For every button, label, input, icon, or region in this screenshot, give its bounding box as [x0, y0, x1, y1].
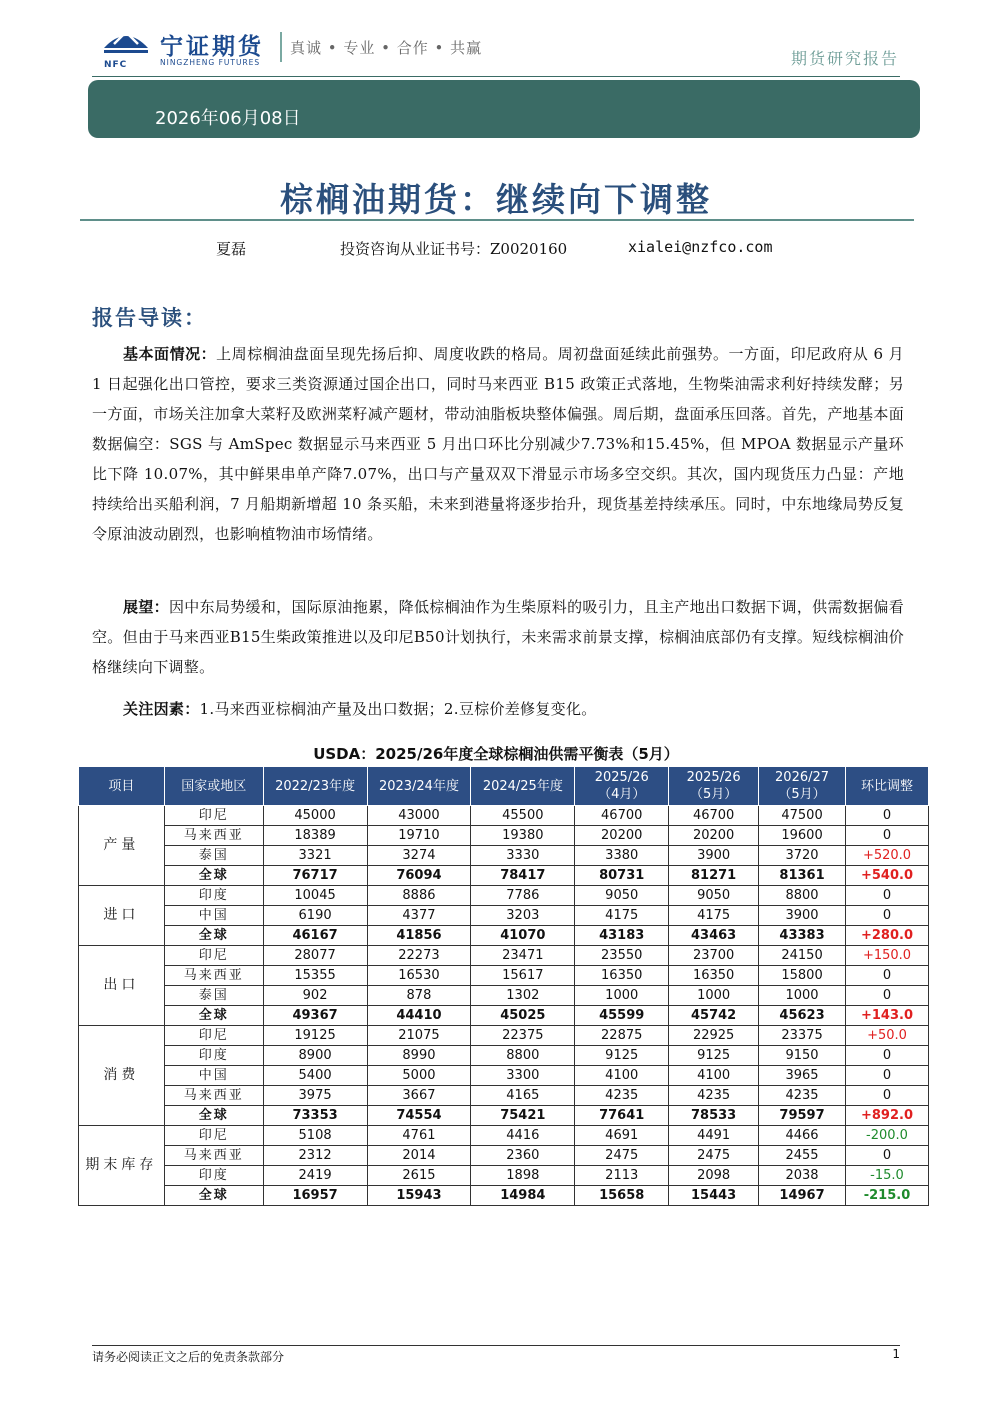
table-value-cell: 46700 — [669, 806, 759, 826]
table-region-cell: 全球 — [164, 1006, 263, 1026]
table-value-cell: 3900 — [759, 906, 846, 926]
table-region-cell: 印尼 — [164, 1126, 263, 1146]
table-change-cell: 0 — [846, 1086, 929, 1106]
table-value-cell: 3900 — [669, 846, 759, 866]
table-region-cell: 泰国 — [164, 986, 263, 1006]
table-value-cell: 15943 — [367, 1186, 471, 1206]
table-region-cell: 印尼 — [164, 1026, 263, 1046]
table-group-label: 消费 — [79, 1026, 165, 1126]
table-value-cell: 4235 — [575, 1086, 669, 1106]
table-value-cell: 1302 — [471, 986, 575, 1006]
table-value-cell: 15658 — [575, 1186, 669, 1206]
table-row — [79, 906, 929, 926]
table-value-cell: 2014 — [367, 1146, 471, 1166]
table-value-cell: 1898 — [471, 1166, 575, 1186]
table-value-cell: 45623 — [759, 1006, 846, 1026]
table-value-cell: 3300 — [471, 1066, 575, 1086]
table-value-cell: 4235 — [669, 1086, 759, 1106]
table-value-cell: 9125 — [669, 1046, 759, 1066]
table-value-cell: 3667 — [367, 1086, 471, 1106]
table-value-cell: 2455 — [759, 1146, 846, 1166]
table-value-cell: 45025 — [471, 1006, 575, 1026]
table-value-cell: 3380 — [575, 846, 669, 866]
table-total-row — [79, 1006, 929, 1026]
table-value-cell: 49367 — [263, 1006, 367, 1026]
page-number: 1 — [892, 1347, 900, 1361]
table-value-cell: 2038 — [759, 1166, 846, 1186]
table-region-cell: 印度 — [164, 1166, 263, 1186]
table-value-cell: 43463 — [669, 926, 759, 946]
footer-rule — [92, 1345, 900, 1346]
table-value-cell: 23550 — [575, 946, 669, 966]
fundamentals-text: 上周棕榈油盘面呈现先扬后抑、周度收跌的格局。周初盘面延续此前强势。一方面，印尼政府从 6 月 1 日起强化出口管控，要求三类资源通过国企出口，同时马来西亚 B15 政策正式落地，生物柴油需求利好持续发酵；另一方面，市场关注加拿大菜籽及欧洲菜籽减产题材，带动油脂板块整体偏强。周后期，盘面承压回落。首先，产地基本面数据偏空：SGS 与 AmSpec 数据显示马来西亚 5 月出口环比分别减少7.73%和15.45%，但 MPOA 数据显示产量环比下降 10.07%，其中鲜果串单产降7.07%，出口与产量双双下滑显示市场多空交织。其次，国内现货压力凸显：产地持续给出买船利润，7 月船期新增超 10 条买船，未来到港量将逐步抬升，现货基差持续承压。同时，中东地缘局势反复令原油波动剧烈，也影响植物油市场情绪。 — [92, 345, 904, 543]
table-value-cell: 46700 — [575, 806, 669, 826]
table-region-cell: 全球 — [164, 926, 263, 946]
header-divider — [280, 32, 282, 62]
table-group-label: 进口 — [79, 886, 165, 946]
page-title: 棕榈油期货：继续向下调整 — [280, 180, 712, 219]
table-row — [79, 1026, 929, 1046]
table-value-cell: 45500 — [471, 806, 575, 826]
table-value-cell: 43383 — [759, 926, 846, 946]
table-value-cell: 45742 — [669, 1006, 759, 1026]
table-change-cell: 0 — [846, 806, 929, 826]
table-value-cell: 46167 — [263, 926, 367, 946]
table-header-cell: 2022/23年度 — [263, 767, 367, 806]
table-change-cell: -200.0 — [846, 1126, 929, 1146]
table-value-cell: 4175 — [575, 906, 669, 926]
supply-demand-table — [78, 766, 929, 1206]
table-header-cell: 国家或地区 — [164, 767, 263, 806]
table-value-cell: 24150 — [759, 946, 846, 966]
table-change-cell: +540.0 — [846, 866, 929, 886]
outlook-label: 展望： — [123, 598, 169, 616]
table-region-cell: 印度 — [164, 1046, 263, 1066]
table-value-cell: 22273 — [367, 946, 471, 966]
table-group-label: 产量 — [79, 806, 165, 886]
table-total-row — [79, 866, 929, 886]
table-total-row — [79, 1106, 929, 1126]
table-value-cell: 78417 — [471, 866, 575, 886]
author-email[interactable]: xialei@nzfco.com — [628, 238, 773, 256]
table-change-cell: 0 — [846, 966, 929, 986]
table-value-cell: 4235 — [759, 1086, 846, 1106]
fundamentals-paragraph — [92, 339, 904, 549]
table-row — [79, 986, 929, 1006]
author-name: 夏磊 — [216, 240, 247, 258]
table-value-cell: 2419 — [263, 1166, 367, 1186]
table-value-cell: 15355 — [263, 966, 367, 986]
table-change-cell: 0 — [846, 1046, 929, 1066]
table-value-cell: 9125 — [575, 1046, 669, 1066]
table-region-cell: 全球 — [164, 1186, 263, 1206]
table-total-row — [79, 926, 929, 946]
table-value-cell: 2475 — [669, 1146, 759, 1166]
table-header-cell: 2025/26 （4月） — [575, 767, 669, 806]
logo-abbr: NFC — [104, 60, 128, 70]
table-row — [79, 886, 929, 906]
table-value-cell: 23700 — [669, 946, 759, 966]
table-value-cell: 74554 — [367, 1106, 471, 1126]
fundamentals-label: 基本面情况： — [123, 345, 217, 363]
table-value-cell: 22375 — [471, 1026, 575, 1046]
table-value-cell: 16350 — [669, 966, 759, 986]
table-value-cell: 23375 — [759, 1026, 846, 1046]
table-value-cell: 20200 — [669, 826, 759, 846]
table-value-cell: 41070 — [471, 926, 575, 946]
table-change-cell: -15.0 — [846, 1166, 929, 1186]
table-row — [79, 946, 929, 966]
table-value-cell: 19125 — [263, 1026, 367, 1046]
table-region-cell: 全球 — [164, 866, 263, 886]
table-value-cell: 76094 — [367, 866, 471, 886]
table-header-cell: 环比调整 — [846, 767, 929, 806]
table-row — [79, 1066, 929, 1086]
table-value-cell: 18389 — [263, 826, 367, 846]
table-header-cell: 2026/27 （5月） — [759, 767, 846, 806]
table-change-cell: 0 — [846, 1146, 929, 1166]
table-value-cell: 19710 — [367, 826, 471, 846]
table-region-cell: 中国 — [164, 906, 263, 926]
table-value-cell: 76717 — [263, 866, 367, 886]
table-value-cell: 4100 — [669, 1066, 759, 1086]
table-value-cell: 16530 — [367, 966, 471, 986]
table-change-cell: +143.0 — [846, 1006, 929, 1026]
table-value-cell: 3274 — [367, 846, 471, 866]
table-total-row — [79, 1186, 929, 1206]
table-region-cell: 印度 — [164, 886, 263, 906]
table-row — [79, 966, 929, 986]
table-value-cell: 4377 — [367, 906, 471, 926]
table-value-cell: 4491 — [669, 1126, 759, 1146]
table-region-cell: 马来西亚 — [164, 966, 263, 986]
table-region-cell: 泰国 — [164, 846, 263, 866]
table-change-cell: 0 — [846, 1066, 929, 1086]
table-value-cell: 8800 — [471, 1046, 575, 1066]
footer-disclaimer: 请务必阅读正文之后的免责条款部分 — [92, 1350, 285, 1364]
table-change-cell: +892.0 — [846, 1106, 929, 1126]
table-value-cell: 20200 — [575, 826, 669, 846]
date-banner — [88, 80, 920, 138]
table-value-cell: 16957 — [263, 1186, 367, 1206]
table-value-cell: 44410 — [367, 1006, 471, 1026]
table-header-cell: 2023/24年度 — [367, 767, 471, 806]
table-region-cell: 全球 — [164, 1106, 263, 1126]
table-row — [79, 826, 929, 846]
table-value-cell: 8900 — [263, 1046, 367, 1066]
table-value-cell: 75421 — [471, 1106, 575, 1126]
summary-heading: 报告导读： — [92, 305, 207, 330]
table-row — [79, 806, 929, 826]
table-value-cell: 4100 — [575, 1066, 669, 1086]
table-value-cell: 43183 — [575, 926, 669, 946]
table-value-cell: 73353 — [263, 1106, 367, 1126]
table-value-cell: 23471 — [471, 946, 575, 966]
table-value-cell: 9050 — [669, 886, 759, 906]
table-value-cell: 7786 — [471, 886, 575, 906]
table-value-cell: 8886 — [367, 886, 471, 906]
table-value-cell: 79597 — [759, 1106, 846, 1126]
table-value-cell: 1000 — [575, 986, 669, 1006]
factors-text: 1.马来西亚棕榈油产量及出口数据；2.豆棕价差修复变化。 — [199, 700, 597, 718]
table-change-cell: 0 — [846, 826, 929, 846]
table-value-cell: 16350 — [575, 966, 669, 986]
table-value-cell: 9150 — [759, 1046, 846, 1066]
factors-paragraph — [92, 694, 904, 724]
slogan: 真诚 • 专业 • 合作 • 共赢 — [290, 39, 483, 57]
header-rule — [92, 76, 900, 77]
table-value-cell: 3965 — [759, 1066, 846, 1086]
table-region-cell: 印尼 — [164, 806, 263, 826]
table-row — [79, 1086, 929, 1106]
table-value-cell: 9050 — [575, 886, 669, 906]
table-value-cell: 4761 — [367, 1126, 471, 1146]
table-title: USDA：2025/26年度全球棕榈油供需平衡表（5月） — [313, 745, 679, 763]
table-row — [79, 846, 929, 866]
table-row — [79, 1166, 929, 1186]
table-row — [79, 1046, 929, 1066]
table-value-cell: 47500 — [759, 806, 846, 826]
table-region-cell: 印尼 — [164, 946, 263, 966]
report-date: 2026年06月08日 — [155, 108, 301, 129]
table-change-cell: +520.0 — [846, 846, 929, 866]
table-group-label: 期末库存 — [79, 1126, 165, 1206]
logo-text-en: NINGZHENG FUTURES — [160, 58, 261, 67]
table-value-cell: 5000 — [367, 1066, 471, 1086]
table-header-cell: 2024/25年度 — [471, 767, 575, 806]
table-value-cell: 81361 — [759, 866, 846, 886]
table-change-cell: 0 — [846, 886, 929, 906]
table-value-cell: 878 — [367, 986, 471, 1006]
table-value-cell: 3330 — [471, 846, 575, 866]
table-value-cell: 19380 — [471, 826, 575, 846]
table-value-cell: 8990 — [367, 1046, 471, 1066]
table-region-cell: 马来西亚 — [164, 1086, 263, 1106]
table-value-cell: 15443 — [669, 1186, 759, 1206]
table-value-cell: 78533 — [669, 1106, 759, 1126]
table-value-cell: 15617 — [471, 966, 575, 986]
table-value-cell: 45000 — [263, 806, 367, 826]
table-value-cell: 15800 — [759, 966, 846, 986]
table-value-cell: 4691 — [575, 1126, 669, 1146]
table-region-cell: 马来西亚 — [164, 1146, 263, 1166]
table-value-cell: 1000 — [669, 986, 759, 1006]
factors-label: 关注因素： — [123, 700, 200, 718]
table-header-cell: 项目 — [79, 767, 165, 806]
table-row — [79, 1126, 929, 1146]
table-change-cell: 0 — [846, 986, 929, 1006]
table-value-cell: 5400 — [263, 1066, 367, 1086]
table-value-cell: 2113 — [575, 1166, 669, 1186]
table-value-cell: 45599 — [575, 1006, 669, 1026]
table-value-cell: 4466 — [759, 1126, 846, 1146]
report-type: 期货研究报告 — [790, 49, 899, 68]
table-value-cell: 2475 — [575, 1146, 669, 1166]
title-rule — [80, 219, 914, 221]
table-value-cell: 10045 — [263, 886, 367, 906]
table-value-cell: 4416 — [471, 1126, 575, 1146]
table-header-row — [79, 767, 929, 806]
table-value-cell: 2360 — [471, 1146, 575, 1166]
table-change-cell: -215.0 — [846, 1186, 929, 1206]
table-value-cell: 81271 — [669, 866, 759, 886]
table-value-cell: 1000 — [759, 986, 846, 1006]
outlook-text: 因中东局势缓和，国际原油拖累，降低棕榈油作为生柴原料的吸引力，且主产地出口数据下调，供需数据偏看空。但由于马来西亚B15生柴政策推进以及印尼B50计划执行，未来需求前景支撑，棕榈油底部仍有支撑。短线棕榈油价格继续向下调整。 — [92, 598, 905, 676]
table-value-cell: 22925 — [669, 1026, 759, 1046]
table-row — [79, 1146, 929, 1166]
table-value-cell: 14984 — [471, 1186, 575, 1206]
table-change-cell: +280.0 — [846, 926, 929, 946]
table-value-cell: 43000 — [367, 806, 471, 826]
table-value-cell: 77641 — [575, 1106, 669, 1126]
table-value-cell: 21075 — [367, 1026, 471, 1046]
table-value-cell: 14967 — [759, 1186, 846, 1206]
table-value-cell: 2312 — [263, 1146, 367, 1166]
table-value-cell: 19600 — [759, 826, 846, 846]
table-change-cell: 0 — [846, 906, 929, 926]
table-value-cell: 6190 — [263, 906, 367, 926]
table-value-cell: 22875 — [575, 1026, 669, 1046]
author-license: 投资咨询从业证书号：Z0020160 — [340, 240, 568, 258]
table-header-cell: 2025/26 （5月） — [669, 767, 759, 806]
table-value-cell: 3321 — [263, 846, 367, 866]
table-value-cell: 28077 — [263, 946, 367, 966]
table-value-cell: 2615 — [367, 1166, 471, 1186]
table-change-cell: +150.0 — [846, 946, 929, 966]
table-region-cell: 马来西亚 — [164, 826, 263, 846]
table-value-cell: 3203 — [471, 906, 575, 926]
table-value-cell: 5108 — [263, 1126, 367, 1146]
table-value-cell: 902 — [263, 986, 367, 1006]
table-value-cell: 2098 — [669, 1166, 759, 1186]
outlook-paragraph — [92, 592, 904, 682]
table-change-cell: +50.0 — [846, 1026, 929, 1046]
table-value-cell: 41856 — [367, 926, 471, 946]
table-region-cell: 中国 — [164, 1066, 263, 1086]
table-value-cell: 80731 — [575, 866, 669, 886]
table-value-cell: 8800 — [759, 886, 846, 906]
table-value-cell: 4165 — [471, 1086, 575, 1106]
table-value-cell: 4175 — [669, 906, 759, 926]
table-group-label: 出口 — [79, 946, 165, 1026]
logo-text-cn: 宁证期货 — [160, 33, 264, 60]
table-value-cell: 3975 — [263, 1086, 367, 1106]
table-value-cell: 3720 — [759, 846, 846, 866]
